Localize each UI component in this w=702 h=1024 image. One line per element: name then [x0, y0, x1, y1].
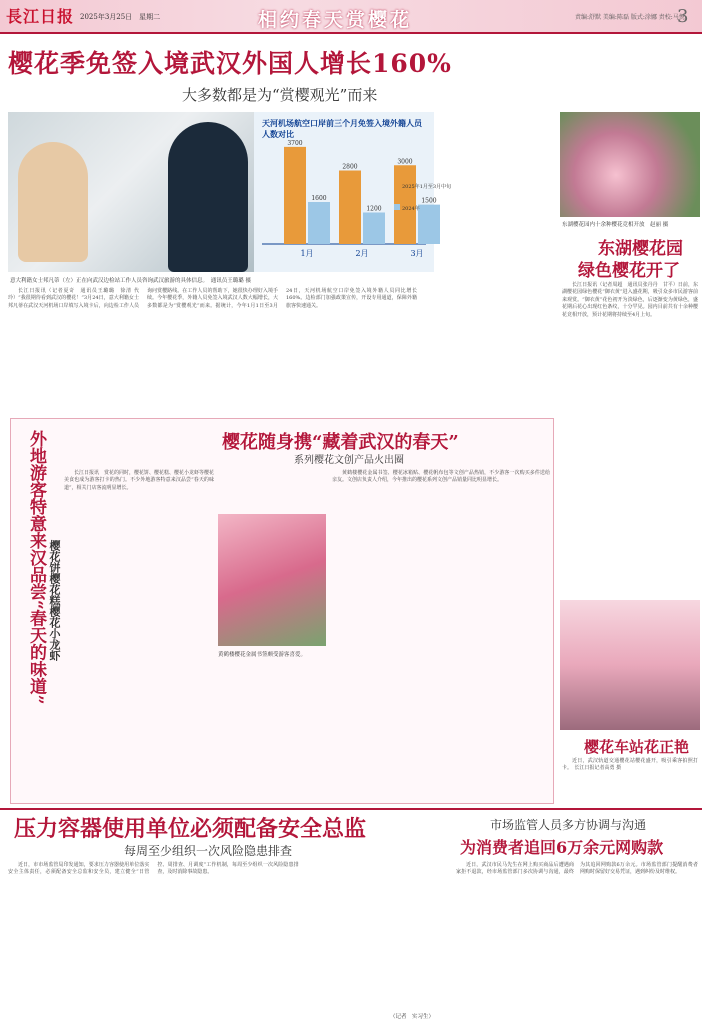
section-title: 相约春天赏樱花 [258, 9, 413, 31]
bar-value-label: 1500 [421, 197, 437, 205]
lead-photo [8, 112, 254, 272]
east-lake-body: 长江日报讯（记者周超 通讯员张丹丹 甘平）日前，东湖樱花园绿色樱花“御衣黄”进入盛花期，吸引众多市民游客前来观赏。“御衣黄”花色初开为淡绿色，后逐渐变为黄绿色，盛花期后花心出现红色条纹，十分罕见。园内目前共有十余种樱花竞相开放，预计花期将持续至4月上旬。 [562, 282, 698, 318]
lead-subheadline: 大多数都是为“赏樱观光”而来 [182, 86, 378, 104]
page-number: 3 [677, 6, 689, 27]
divider [0, 808, 702, 810]
feature-headline: 樱花随身携“藏着武汉的春天” [222, 432, 459, 453]
feature-vertical-title: 外地游客特意来汉品尝“春天的味道” [26, 430, 46, 705]
bar-value-label: 2800 [342, 163, 358, 171]
legend-swatch [394, 204, 400, 210]
bar-2024-2 [363, 213, 385, 245]
refund-kicker: 市场监管人员多方协调与沟通 [490, 818, 647, 832]
refund-body: 近日，武汉市民马先生在网上购买商品后遭遇商家拒不退款，经市场监管部门多次协调与沟通，最终为其追回网购款6万余元。市场监管部门提醒消费者网购时保留好交易凭证，遇到纠纷及时维权。 [456, 862, 698, 876]
east-lake-title-1: 东湖樱花园 [598, 239, 683, 259]
pressure-headline: 压力容器使用单位必须配备安全总监 [14, 816, 367, 842]
legend-label: 2025年1月至3月中旬 [402, 184, 452, 190]
bookmark-photo [218, 514, 326, 646]
pressure-body: 近日，市市场监管局印发通知，要求压力容器使用单位落实安全主体责任，必须配备安全总监和安全员，建立健全“日管控、周排查、月调度”工作机制，每周至少组织一次风险隐患排查，及时消除事故隐患。 [8, 862, 299, 876]
pressure-byline: （记者 实习生） [390, 1014, 435, 1020]
east-lake-caption: 东湖樱花园内十余种樱花竞相开放 赵丽 摄 [562, 222, 669, 228]
editor-credits: 责编:舒默 美编:陈磊 版式:涂娜 责校:马悦 [575, 14, 685, 21]
station-caption: 近日，武汉轨道交通樱花站樱花盛开，吸引乘客拍照打卡。 长江日报记者高勇 摄 [562, 758, 698, 772]
bar-value-label: 3700 [287, 139, 303, 147]
bar-2025-1 [284, 147, 306, 244]
station-title: 樱花车站花正艳 [584, 738, 690, 756]
bar-2024-3 [418, 205, 440, 244]
feature-subheadline: 系列樱花文创产品火出圈 [294, 455, 404, 466]
bar-2024-1 [308, 202, 330, 244]
issue-date: 2025年3月25日 星期二 [80, 13, 161, 21]
legend-label: 2024年 [402, 206, 420, 212]
lead-photo-caption: 意大利籍女士邦凡蒂（左）正在向武汉边检站工作人员咨询武汉旅游的具体信息。 通讯员王璐璐 摄 [10, 278, 252, 284]
feature-body-right: 黄鹤楼樱花金属书签、樱花冰箱贴、樱花帆布包等文创产品热销，不少游客一次购买多件送给亲友。文创店负责人介绍，今年推出的樱花系列文创产品销量同比明显增长。 [332, 470, 550, 484]
east-lake-photo [560, 112, 700, 217]
bar-2025-2 [339, 171, 361, 245]
bookmark-caption: 黄鹤楼樱花金属书签颇受游客喜爱。 [218, 652, 307, 658]
x-tick-label: 3月 [410, 249, 424, 258]
feature-vertical-subtitle: 樱花饼樱花糕樱花小龙虾 [48, 540, 61, 661]
station-photo [560, 600, 700, 730]
pressure-subheadline: 每周至少组织一次风险隐患排查 [124, 844, 293, 858]
east-lake-title-2: 绿色樱花开了 [578, 261, 680, 281]
bar-value-label: 1600 [311, 195, 327, 202]
x-tick-label: 1月 [300, 249, 314, 258]
lead-body: 长江日报讯（记者夏奇 通讯员王璐璐 徐清 代玲）“我很期待看到武汉的樱花！”3月24日，意大利籍女士邦凡蒂在武汉天河机场口岸填写入境卡后，向边检工作人员询问赏樱路线。在工作人员的帮助下，她很快办理好入境手续。今年樱花季，外籍人员免签入境武汉人数大幅增长，大多数都是为“赏樱观光”而来。据统计，今年1月1日至3月24日，天河机场航空口岸免签入境外籍人员同比增长160%。边检部门加强政策宣传，开设专用通道，保障外籍旅客快速通关。 [8, 288, 417, 309]
bar-value-label: 1200 [366, 205, 382, 213]
legend-swatch [394, 182, 400, 188]
lead-headline: 樱花季免签入境武汉外国人增长160% [8, 49, 452, 78]
feature-body-left: 长江日报讯 赏花的同时，樱花饼、樱花糕、樱花小龙虾等樱花美食也成为游客打卡的热门。不少外地游客特意来汉品尝“春天的味道”，相关门店客流明显增长。 [64, 470, 215, 491]
bar-value-label: 3000 [397, 158, 413, 166]
x-tick-label: 2月 [355, 249, 369, 258]
chart-title: 天河机场航空口岸前三个月免签入境外籍人员人数对比 [262, 118, 422, 139]
refund-headline: 为消费者追回6万余元网购款 [460, 838, 664, 857]
newspaper-logo: 長江日报 [6, 7, 75, 26]
